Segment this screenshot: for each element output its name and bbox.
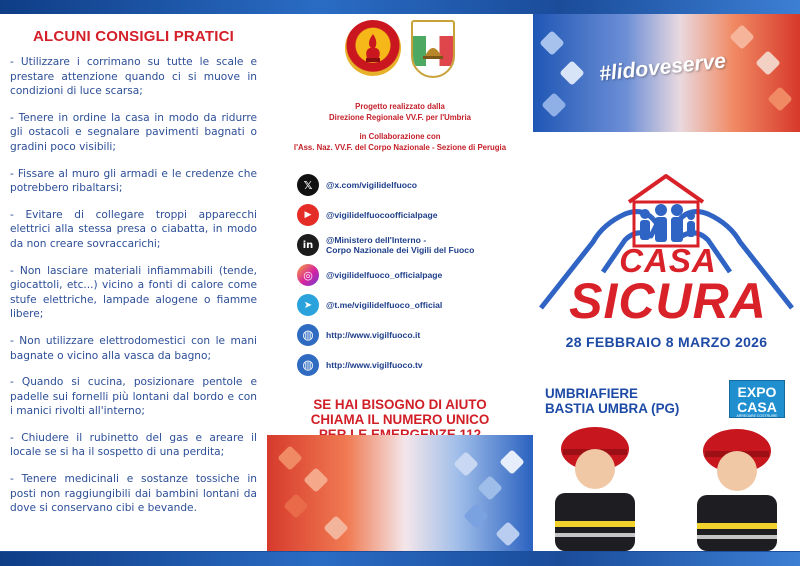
tips-list [10, 55, 257, 516]
tip-item: - Non utilizzare elettrodomestici con le mani bagnate o vicino alla vasca da bagno; [10, 334, 257, 362]
emergency-line: SE HAI BISOGNO DI AIUTO [313, 397, 487, 412]
bottom-frame-strip [0, 552, 800, 566]
social-label: @vigilidelfuocoofficialpage [326, 210, 438, 220]
association-shield-logo [411, 20, 455, 78]
hashtag-label: #lidoveserve [598, 49, 728, 86]
social-label-line: Corpo Nazionale dei Vigili del Fuoco [326, 245, 475, 255]
social-label: @x.com/vigilidelfuoco [326, 180, 417, 190]
social-link-tv[interactable] [297, 351, 533, 379]
project-line: in Collaborazione con [359, 132, 441, 141]
project-line: Direzione Regionale VV.F. per l'Umbria [329, 112, 471, 122]
logos-row [267, 14, 533, 78]
social-link-linkedin[interactable] [297, 231, 533, 259]
x-icon: 𝕏 [297, 174, 319, 196]
vvf-emblem-logo [345, 20, 401, 76]
title-casa: CASA [619, 242, 717, 279]
tip-item: - Non lasciare materiali infiammabili (tende, giocattoli, etc...) vicino a fonti di calore come stufe elettriche, lampade alogene o fiamme libere; [10, 264, 257, 321]
social-label [326, 235, 474, 255]
project-credits [267, 102, 533, 153]
tip-item: - Quando si cucina, posizionare pentole e padelle sui fornelli più lontani dal bordo e con i manici rivolti all'interno; [10, 376, 257, 418]
tip-item: - Chiudere il rubinetto del gas e areare il locale se si ha il sospetto di una perdita; [10, 431, 257, 459]
globe-icon: ◍ [297, 324, 319, 346]
youtube-icon: ▶ [297, 204, 319, 226]
social-link-youtube[interactable] [297, 201, 533, 229]
top-frame-strip [0, 0, 800, 14]
project-line: Progetto realizzato dalla [355, 102, 445, 111]
contacts-panel [267, 14, 533, 551]
flame-icon [345, 20, 401, 76]
event-dates: 28 FEBBRAIO 8 MARZO 2026 [565, 334, 768, 350]
firefighters-illustration [533, 411, 800, 551]
tip-item: - Fissare al muro gli armadi e le credenze che potrebbero ribaltarsi; [10, 167, 257, 195]
social-link-website[interactable] [297, 321, 533, 349]
tip-item: - Evitare di collegare troppi apparecchi elettrici alla stessa presa o ciabatta, in modo da non creare sovraccarichi; [10, 208, 257, 250]
social-label: @vigilidelfuoco_officialpage [326, 270, 443, 280]
telegram-icon: ➤ [297, 294, 319, 316]
social-label: http://www.vigilfuoco.tv [326, 360, 423, 370]
cover-panel [533, 14, 800, 551]
social-label: @t.me/vigilidelfuoco_official [326, 300, 443, 310]
social-link-x[interactable] [297, 171, 533, 199]
expo-logo-tagline: ARREDARE COSTRUIRE RISTRUTTURARE [736, 414, 778, 423]
tip-item: - Tenere in ordine la casa in modo da ridurre gli ostacoli e segnalare pavimenti bagnati o gradini poco visibili; [10, 111, 257, 153]
social-label: http://www.vigilfuoco.it [326, 330, 421, 340]
social-link-telegram[interactable] [297, 291, 533, 319]
cover-header-banner [533, 14, 800, 132]
expo-logo-line: CASA [737, 399, 777, 415]
social-label-line: @Ministero dell'Interno - [326, 235, 427, 245]
project-line: l'Ass. Naz. VV.F. del Corpo Nazionale - Sezione di Perugia [293, 142, 507, 152]
social-links [267, 171, 533, 379]
helmet-icon [413, 22, 453, 76]
title-sicura: SICURA [569, 273, 767, 329]
instagram-icon: ◎ [297, 264, 319, 286]
tips-title: ALCUNI CONSIGLI PRATICI [33, 28, 234, 45]
venue-line: BASTIA UMBRA (PG) [545, 401, 680, 416]
venue-line: UMBRIAFIERE [545, 386, 638, 401]
linkedin-icon: in [297, 234, 319, 256]
expo-logo-line: EXPO [737, 384, 777, 400]
decorative-tiles-banner [267, 435, 533, 551]
tip-item: - Utilizzare i corrimano su tutte le scale e prestare attenzione quando ci si muove in condizioni di luce scarsa; [10, 56, 257, 98]
social-link-instagram[interactable] [297, 261, 533, 289]
tip-item: - Tenere medicinali e sostanze tossiche in posti non raggiungibili dai bambini lontani da dove si conservano cibi e bevande. [10, 473, 257, 515]
emergency-line: CHIAMA IL NUMERO UNICO [310, 412, 490, 427]
tips-panel [0, 14, 267, 551]
globe-icon: ◍ [297, 354, 319, 376]
